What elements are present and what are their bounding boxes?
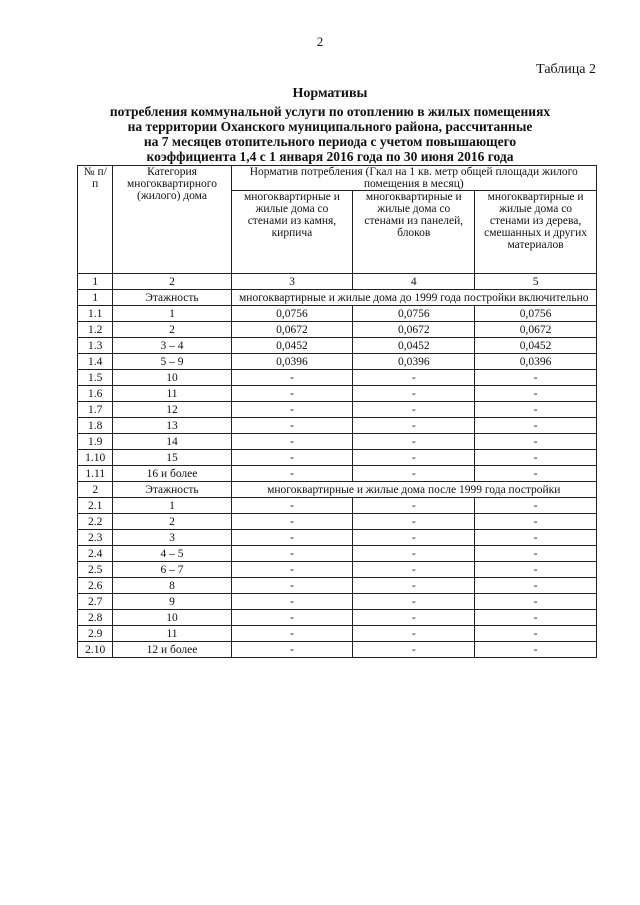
heading-line: на территории Оханского муниципального района, рассчитанные xyxy=(127,119,533,134)
row-floors: 12 xyxy=(113,402,231,418)
table-row xyxy=(78,642,597,658)
section-title: многоквартирные и жилые дома до 1999 года постройки включительно xyxy=(231,290,596,306)
value-wood: - xyxy=(475,514,597,530)
value-panel: - xyxy=(353,514,475,530)
value-panel: - xyxy=(353,562,475,578)
value-stone: - xyxy=(231,514,353,530)
section-number: 2 xyxy=(78,482,113,498)
value-wood: - xyxy=(475,594,597,610)
row-floors: 2 xyxy=(113,514,231,530)
row-floors: 1 xyxy=(113,306,231,322)
value-panel: - xyxy=(353,530,475,546)
value-stone: 0,0756 xyxy=(231,306,353,322)
section-title: многоквартирные и жилые дома после 1999 года постройки xyxy=(231,482,596,498)
row-number: 1.5 xyxy=(78,370,113,386)
value-panel: - xyxy=(353,594,475,610)
value-panel: - xyxy=(353,546,475,562)
row-number: 2.7 xyxy=(78,594,113,610)
row-floors: 12 и более xyxy=(113,642,231,658)
header-category: Категория многоквартирного (жилого) дома xyxy=(113,166,231,274)
row-floors: 8 xyxy=(113,578,231,594)
value-panel: - xyxy=(353,370,475,386)
table-row xyxy=(78,530,597,546)
row-floors: 11 xyxy=(113,386,231,402)
value-panel: - xyxy=(353,610,475,626)
row-floors: 4 – 5 xyxy=(113,546,231,562)
value-stone: 0,0672 xyxy=(231,322,353,338)
value-stone: - xyxy=(231,386,353,402)
table-row xyxy=(78,450,597,466)
value-stone: - xyxy=(231,546,353,562)
table-row xyxy=(78,546,597,562)
value-stone: - xyxy=(231,562,353,578)
value-stone: - xyxy=(231,450,353,466)
row-floors: 11 xyxy=(113,626,231,642)
value-wood: 0,0452 xyxy=(475,338,597,354)
table-row xyxy=(78,370,597,386)
value-panel: 0,0672 xyxy=(353,322,475,338)
value-panel: 0,0452 xyxy=(353,338,475,354)
heading-title: Нормативы xyxy=(292,86,368,101)
table-row xyxy=(78,626,597,642)
value-wood: 0,0756 xyxy=(475,306,597,322)
value-stone: 0,0396 xyxy=(231,354,353,370)
value-stone: - xyxy=(231,466,353,482)
column-number: 4 xyxy=(353,274,475,290)
value-wood: - xyxy=(475,530,597,546)
value-stone: - xyxy=(231,610,353,626)
table-row xyxy=(78,434,597,450)
section-category: Этажность xyxy=(113,482,231,498)
table-row xyxy=(78,578,597,594)
value-wood: - xyxy=(475,562,597,578)
value-panel: - xyxy=(353,434,475,450)
header-num: № п/п xyxy=(78,166,113,274)
table-row xyxy=(78,562,597,578)
value-wood: - xyxy=(475,450,597,466)
row-number: 1.11 xyxy=(78,466,113,482)
header-norm: Норматив потребления (Гкал на 1 кв. метр общей площади жилого помещения в месяц) xyxy=(231,166,596,191)
value-panel: - xyxy=(353,402,475,418)
value-stone: - xyxy=(231,402,353,418)
section-row xyxy=(78,290,597,306)
norms-table-body xyxy=(78,166,597,658)
row-floors: 16 и более xyxy=(113,466,231,482)
row-floors: 6 – 7 xyxy=(113,562,231,578)
table-row xyxy=(78,354,597,370)
value-panel: - xyxy=(353,498,475,514)
column-number: 1 xyxy=(78,274,113,290)
value-wood: - xyxy=(475,466,597,482)
value-panel: - xyxy=(353,626,475,642)
value-panel: 0,0396 xyxy=(353,354,475,370)
document-heading xyxy=(80,86,580,164)
row-number: 2.10 xyxy=(78,642,113,658)
value-wood: - xyxy=(475,386,597,402)
value-stone: - xyxy=(231,434,353,450)
table-row xyxy=(78,466,597,482)
row-floors: 10 xyxy=(113,610,231,626)
table-row xyxy=(78,594,597,610)
row-number: 2.8 xyxy=(78,610,113,626)
row-number: 2.9 xyxy=(78,626,113,642)
value-wood: - xyxy=(475,546,597,562)
column-number: 2 xyxy=(113,274,231,290)
row-number: 2.6 xyxy=(78,578,113,594)
page-number: 2 xyxy=(316,34,324,49)
column-number-row xyxy=(78,274,597,290)
value-stone: - xyxy=(231,498,353,514)
table-row xyxy=(78,610,597,626)
row-number: 1.2 xyxy=(78,322,113,338)
row-floors: 15 xyxy=(113,450,231,466)
heading-line: на 7 месяцев отопительного периода с учетом повышающего xyxy=(143,134,517,149)
header-row xyxy=(78,166,597,191)
row-number: 2.2 xyxy=(78,514,113,530)
table-row xyxy=(78,386,597,402)
value-wood: 0,0672 xyxy=(475,322,597,338)
table-label: Таблица 2 xyxy=(536,62,596,77)
row-number: 1.4 xyxy=(78,354,113,370)
value-wood: - xyxy=(475,418,597,434)
row-floors: 13 xyxy=(113,418,231,434)
section-row xyxy=(78,482,597,498)
column-number: 3 xyxy=(231,274,353,290)
value-stone: - xyxy=(231,530,353,546)
section-number: 1 xyxy=(78,290,113,306)
value-stone: 0,0452 xyxy=(231,338,353,354)
value-wood: 0,0396 xyxy=(475,354,597,370)
value-panel: - xyxy=(353,578,475,594)
section-category: Этажность xyxy=(113,290,231,306)
value-panel: 0,0756 xyxy=(353,306,475,322)
header-col-wood: многоквартирные и жилые дома со стенами из дерева, смешанных и других материалов xyxy=(475,191,597,274)
value-panel: - xyxy=(353,450,475,466)
value-wood: - xyxy=(475,402,597,418)
table-row xyxy=(78,418,597,434)
header-col-panel: многоквартирные и жилые дома со стенами из панелей, блоков xyxy=(353,191,475,274)
row-floors: 3 – 4 xyxy=(113,338,231,354)
row-number: 1.1 xyxy=(78,306,113,322)
value-panel: - xyxy=(353,386,475,402)
row-floors: 10 xyxy=(113,370,231,386)
table-row xyxy=(78,498,597,514)
value-wood: - xyxy=(475,578,597,594)
heading-line: потребления коммунальной услуги по отоплению в жилых помещениях xyxy=(109,104,551,119)
value-wood: - xyxy=(475,498,597,514)
row-floors: 14 xyxy=(113,434,231,450)
value-stone: - xyxy=(231,594,353,610)
table-row xyxy=(78,322,597,338)
value-stone: - xyxy=(231,626,353,642)
value-stone: - xyxy=(231,418,353,434)
value-wood: - xyxy=(475,434,597,450)
heading-line: коэффициента 1,4 с 1 января 2016 года по 30 июня 2016 года xyxy=(146,149,514,164)
row-number: 1.3 xyxy=(78,338,113,354)
value-wood: - xyxy=(475,626,597,642)
norms-table xyxy=(77,165,597,658)
value-stone: - xyxy=(231,642,353,658)
table-row xyxy=(78,402,597,418)
row-floors: 1 xyxy=(113,498,231,514)
value-wood: - xyxy=(475,370,597,386)
row-number: 1.8 xyxy=(78,418,113,434)
value-stone: - xyxy=(231,578,353,594)
header-col-stone: многоквартирные и жилые дома со стенами из камня, кирпича xyxy=(231,191,353,274)
table-row xyxy=(78,306,597,322)
row-number: 2.3 xyxy=(78,530,113,546)
row-number: 1.6 xyxy=(78,386,113,402)
row-floors: 2 xyxy=(113,322,231,338)
row-number: 2.5 xyxy=(78,562,113,578)
row-floors: 9 xyxy=(113,594,231,610)
value-wood: - xyxy=(475,610,597,626)
row-number: 1.9 xyxy=(78,434,113,450)
value-panel: - xyxy=(353,642,475,658)
row-number: 1.7 xyxy=(78,402,113,418)
row-number: 2.4 xyxy=(78,546,113,562)
row-number: 1.10 xyxy=(78,450,113,466)
table-row xyxy=(78,338,597,354)
value-panel: - xyxy=(353,418,475,434)
row-floors: 5 – 9 xyxy=(113,354,231,370)
row-number: 2.1 xyxy=(78,498,113,514)
row-floors: 3 xyxy=(113,530,231,546)
value-stone: - xyxy=(231,370,353,386)
table-row xyxy=(78,514,597,530)
value-wood: - xyxy=(475,642,597,658)
value-panel: - xyxy=(353,466,475,482)
column-number: 5 xyxy=(475,274,597,290)
